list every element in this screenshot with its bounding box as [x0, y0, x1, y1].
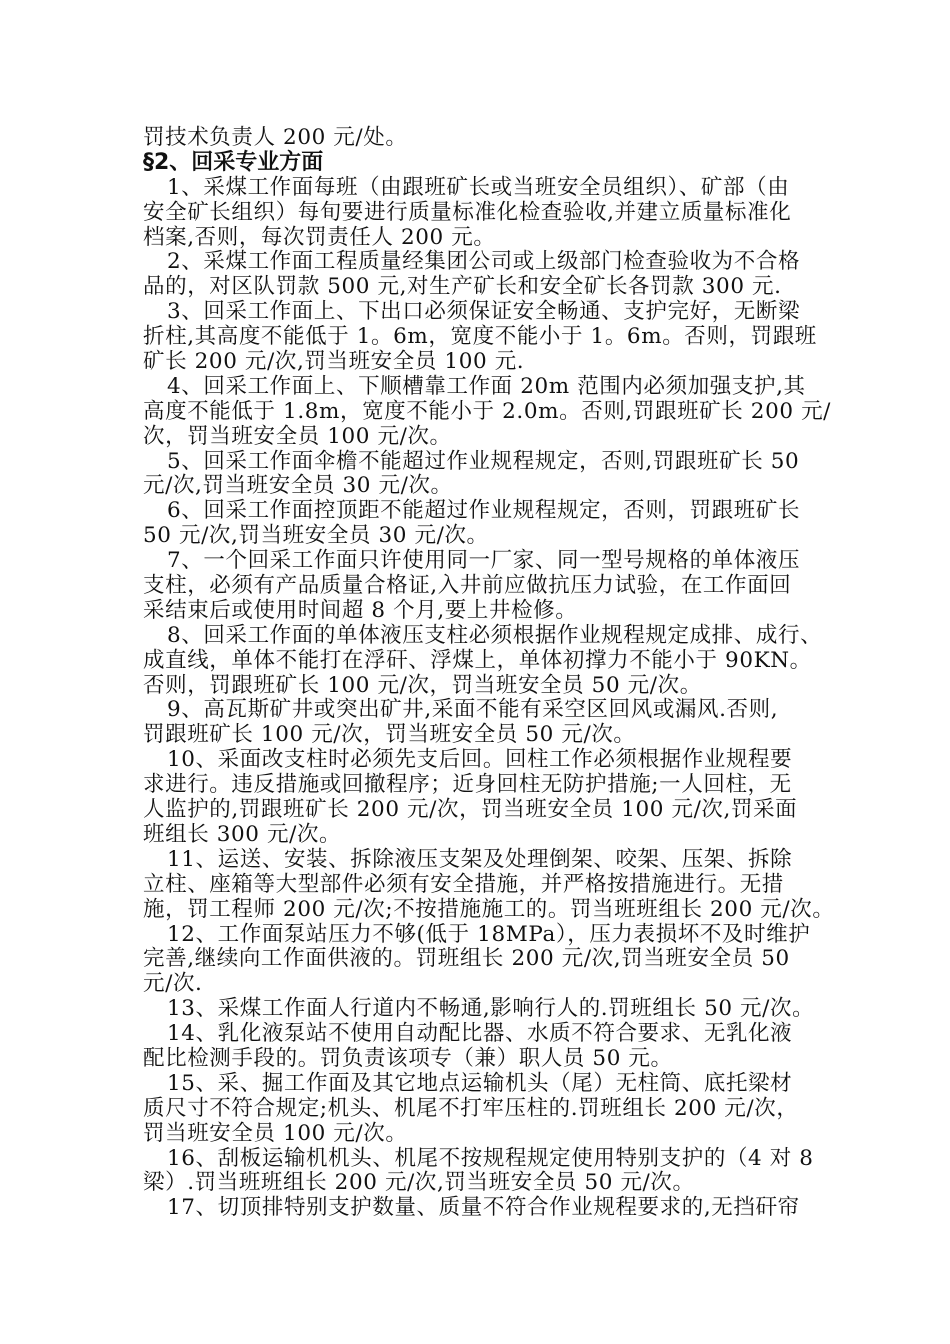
text-line: 11、运送、安装、拆除液压支架及处理倒架、咬架、压架、拆除 — [167, 846, 793, 872]
text-line: 2、采煤工作面工程质量经集团公司或上级部门检查验收为不合格 — [167, 249, 801, 275]
text-line: 50 元/次,罚当班安全员 30 元/次。 — [143, 523, 489, 549]
text-line: 16、刮板运输机机头、机尾不按规程规定使用特别支护的（4 对 8 — [167, 1145, 814, 1171]
document-page — [143, 125, 835, 1221]
text-line: 1、采煤工作面每班（由跟班矿长或当班安全员组织）、矿部（由 — [167, 174, 790, 200]
text-line: 质尺寸不符合规定;机头、机尾不打牢压柱的.罚班组长 200 元/次， — [143, 1095, 799, 1121]
text-line: 14、乳化液泵站不使用自动配比器、水质不符合要求、无乳化液 — [167, 1021, 793, 1047]
section-heading: §2、回采专业方面 — [143, 149, 324, 175]
text-line: 立柱、座箱等大型部件必须有安全措施，并严格按措施进行。无措 — [143, 871, 784, 897]
text-line: 10、采面改支柱时必须先支后回。回柱工作必须根据作业规程要 — [167, 747, 793, 773]
text-line: 否则，罚跟班矿长 100 元/次，罚当班安全员 50 元/次。 — [143, 672, 702, 698]
text-line: 5、回采工作面伞檐不能超过作业规程规定，否则,罚跟班矿长 50 — [167, 448, 800, 474]
text-line: 7、一个回采工作面只许使用同一厂家、同一型号规格的单体液压 — [167, 548, 801, 574]
text-line: 支柱，必须有产品质量合格证,入井前应做抗压力试验，在工作面回 — [143, 573, 792, 599]
text-line: 折柱,其高度不能低于 1。6m，宽度不能小于 1。6m。否则，罚跟班 — [143, 324, 817, 350]
text-line: 元/次,罚当班安全员 30 元/次。 — [143, 473, 453, 499]
text-line: 17、切顶排特别支护数量、质量不符合作业规程要求的,无挡矸帘 — [167, 1195, 800, 1221]
text-line: 采结束后或使用时间超 8 个月,要上井检修。 — [143, 597, 578, 623]
text-line: 人监护的,罚跟班矿长 200 元/次，罚当班安全员 100 元/次,罚采面 — [143, 797, 798, 823]
text-line: 梁）.罚当班班组长 200 元/次,罚当班安全员 50 元/次。 — [143, 1170, 695, 1196]
text-line: 6、回采工作面控顶距不能超过作业规程规定，否则，罚跟班矿长 — [167, 498, 801, 524]
text-line: 品的，对区队罚款 500 元,对生产矿长和安全矿长各罚款 300 元. — [143, 274, 782, 300]
text-line: 罚当班安全员 100 元/次。 — [143, 1120, 408, 1146]
text-line: 完善,继续向工作面供液的。罚班组长 200 元/次,罚当班安全员 50 — [143, 946, 790, 972]
text-line: 13、采煤工作面人行道内不畅通,影响行人的.罚班组长 50 元/次。 — [167, 996, 815, 1022]
text-line: 成直线，单体不能打在浮矸、浮煤上，单体初撑力不能小于 90KN。 — [143, 647, 812, 673]
text-line: 矿长 200 元/次,罚当班安全员 100 元. — [143, 349, 525, 375]
text-line: 施，罚工程师 200 元/次;不按措施施工的。罚当班班组长 200 元/次。 — [143, 896, 835, 922]
text-line: 次，罚当班安全员 100 元/次。 — [143, 423, 452, 449]
text-line: 配比检测手段的。罚负责该项专（兼）职人员 50 元。 — [143, 1045, 673, 1071]
text-line: 档案,否则，每次罚责任人 200 元。 — [143, 224, 496, 250]
text-line: 8、回采工作面的单体液压支柱必须根据作业规程规定成排、成行、 — [167, 622, 823, 648]
text-line: 3、回采工作面上、下出口必须保证安全畅通、支护完好，无断梁 — [167, 299, 801, 325]
text-line: 罚技术负责人 200 元/处。 — [143, 125, 408, 150]
text-line: 9、高瓦斯矿井或突出矿井,采面不能有采空区回风或漏风.否则, — [167, 697, 779, 723]
text-line: 安全矿长组织）每旬要进行质量标准化检查验收,并建立质量标准化 — [143, 199, 792, 225]
text-line: 15、采、掘工作面及其它地点运输机头（尾）无柱筒、底托梁材 — [167, 1070, 793, 1096]
text-line: 高度不能低于 1.8m，宽度不能小于 2.0m。否则,罚跟班矿长 200 元/ — [143, 398, 832, 424]
text-line: 12、工作面泵站压力不够(低于 18MPa），压力表损坏不及时维护 — [167, 921, 811, 947]
text-line: 4、回采工作面上、下顺槽靠工作面 20m 范围内必须加强支护,其 — [167, 373, 806, 399]
text-line: 求进行。违反措施或回撤程序；近身回柱无防护措施;一人回柱，无 — [143, 772, 792, 798]
text-line: 班组长 300 元/次。 — [143, 821, 342, 847]
text-line: 罚跟班矿长 100 元/次，罚当班安全员 50 元/次。 — [143, 722, 636, 748]
text-line: 元/次. — [143, 971, 203, 997]
